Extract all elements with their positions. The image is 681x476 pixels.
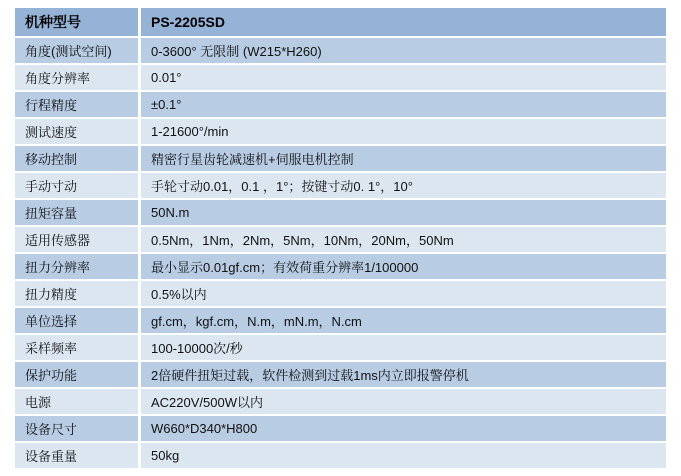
row-label: 角度分辨率 bbox=[15, 65, 138, 90]
table-row-power-supply bbox=[15, 389, 666, 414]
row-label: 适用传感器 bbox=[15, 227, 138, 252]
row-value: AC220V/500W以内 bbox=[141, 389, 666, 414]
row-value: 2倍硬件扭矩过载，软件检测到过载1ms内立即报警停机 bbox=[141, 362, 666, 387]
header-model-label: 机种型号 bbox=[15, 8, 138, 36]
row-value: 最小显示0.01gf.cm；有效荷重分辨率1/100000 bbox=[141, 254, 666, 279]
row-label: 测试速度 bbox=[15, 119, 138, 144]
table-row-device-dimensions bbox=[15, 416, 666, 441]
table-row-manual-jog bbox=[15, 173, 666, 198]
table-row-angle-range bbox=[15, 38, 666, 63]
row-value: gf.cm，kgf.cm，N.m，mN.m，N.cm bbox=[141, 308, 666, 333]
row-label: 电源 bbox=[15, 389, 138, 414]
table-row-travel-accuracy bbox=[15, 92, 666, 117]
table-row-test-speed bbox=[15, 119, 666, 144]
row-label: 手动寸动 bbox=[15, 173, 138, 198]
row-value: 50N.m bbox=[141, 200, 666, 225]
row-value: 50kg bbox=[141, 443, 666, 468]
row-value: 精密行星齿轮减速机+伺服电机控制 bbox=[141, 146, 666, 171]
row-label: 单位选择 bbox=[15, 308, 138, 333]
table-header-row bbox=[15, 8, 666, 36]
row-value: W660*D340*H800 bbox=[141, 416, 666, 441]
row-value: 0.5Nm，1Nm，2Nm，5Nm，10Nm，20Nm，50Nm bbox=[141, 227, 666, 252]
header-model-value: PS-2205SD bbox=[141, 8, 666, 36]
table-row-sampling-rate bbox=[15, 335, 666, 360]
row-value: 100-10000次/秒 bbox=[141, 335, 666, 360]
table-row-protection-function bbox=[15, 362, 666, 387]
row-label: 保护功能 bbox=[15, 362, 138, 387]
row-value: 0.5%以内 bbox=[141, 281, 666, 306]
row-value: 0.01° bbox=[141, 65, 666, 90]
table-row-torque-accuracy bbox=[15, 281, 666, 306]
row-label: 设备尺寸 bbox=[15, 416, 138, 441]
row-label: 扭力分辨率 bbox=[15, 254, 138, 279]
table-row-device-weight bbox=[15, 443, 666, 468]
row-value: ±0.1° bbox=[141, 92, 666, 117]
spec-table bbox=[15, 8, 666, 470]
table-row-torque-resolution bbox=[15, 254, 666, 279]
row-value: 1-21600°/min bbox=[141, 119, 666, 144]
table-row-applicable-sensors bbox=[15, 227, 666, 252]
row-label: 角度(测试空间) bbox=[15, 38, 138, 63]
row-label: 设备重量 bbox=[15, 443, 138, 468]
table-row-torque-capacity bbox=[15, 200, 666, 225]
table-row-angle-resolution bbox=[15, 65, 666, 90]
row-label: 行程精度 bbox=[15, 92, 138, 117]
table-row-motion-control bbox=[15, 146, 666, 171]
row-value: 手轮寸动0.01，0.1 ，1°；按键寸动0. 1°，10° bbox=[141, 173, 666, 198]
row-label: 扭矩容量 bbox=[15, 200, 138, 225]
row-value: 0-3600° 无限制 (W215*H260) bbox=[141, 38, 666, 63]
row-label: 扭力精度 bbox=[15, 281, 138, 306]
row-label: 移动控制 bbox=[15, 146, 138, 171]
table-row-unit-selection bbox=[15, 308, 666, 333]
row-label: 采样频率 bbox=[15, 335, 138, 360]
